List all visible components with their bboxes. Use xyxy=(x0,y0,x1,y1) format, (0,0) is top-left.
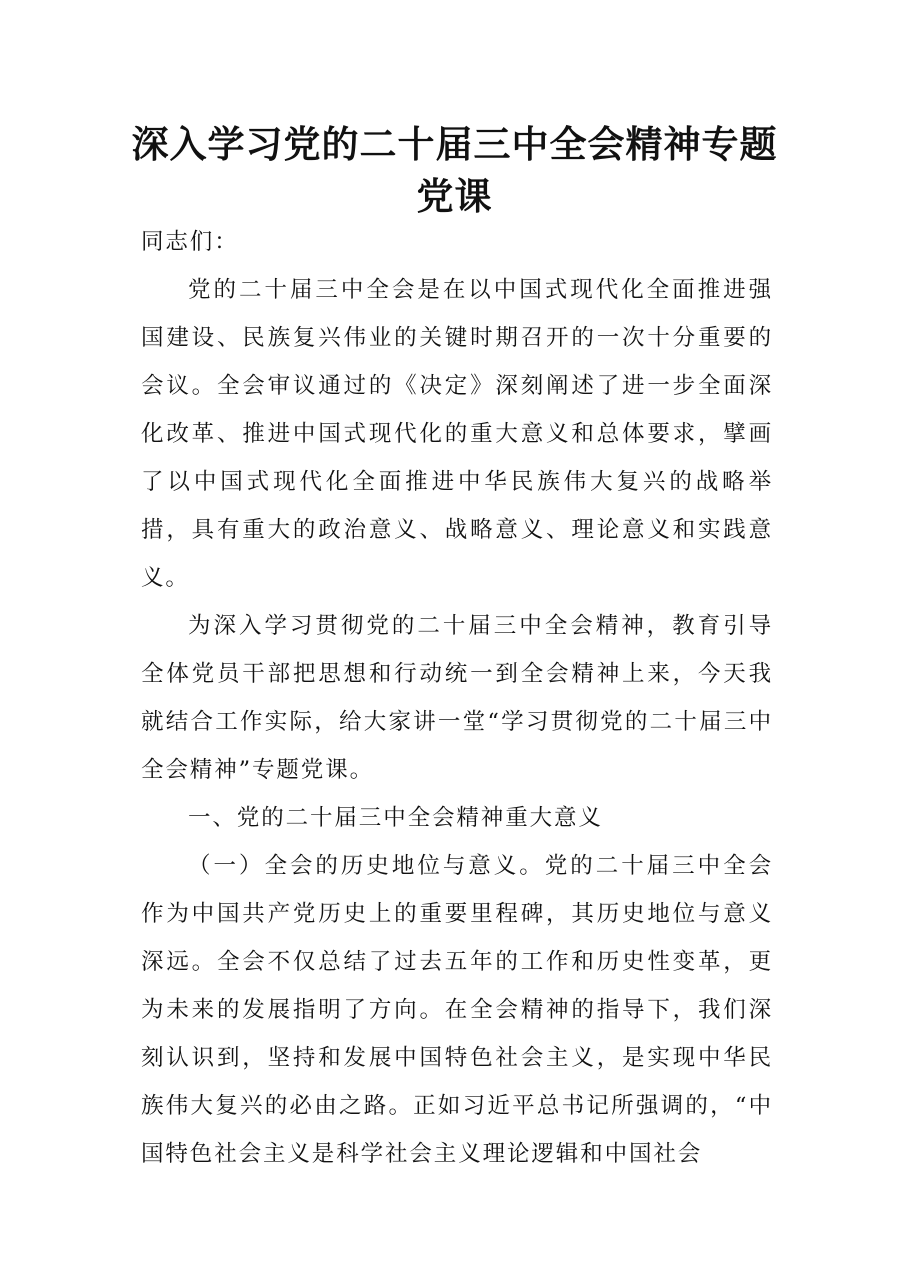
paragraph-purpose: 为深入学习贯彻党的二十届三中全会精神，教育引导全体党员干部把思想和行动统一到全会精神上来，今天我就结合工作实际，给大家讲一堂“学习贯彻党的二十届三中全会精神”专题党课。 xyxy=(141,613,773,783)
paragraph-intro: 党的二十届三中全会是在以中国式现代化全面推进强国建设、民族复兴伟业的关键时期召开的一次十分重要的会议。全会审议通过的《决定》深刻阐述了进一步全面深化改革、推进中国式现代化的重大意义和总体要求，擘画了以中国式现代化全面推进中华民族伟大复兴的战略举措，具有重大的政治意义、战略意义、理论意义和实践意义。 xyxy=(141,277,773,591)
subsection-1-1: （一）全会的历史地位与意义。党的二十届三中全会作为中国共产党历史上的重要里程碑，其历史地位与意义深远。全会不仅总结了过去五年的工作和历史性变革，更为未来的发展指明了方向。在全会精神的指导下，我们深刻认识到，坚持和发展中国特色社会主义，是实现中华民族伟大复兴的必由之路。正如习近平总书记所强调的，“中国特色社会主义是科学社会主义理论逻辑和中国社会 xyxy=(141,853,773,1167)
document-body xyxy=(141,218,773,1178)
salutation: 同志们： xyxy=(141,229,239,255)
section-heading-1: 一、党的二十届三中全会精神重大意义 xyxy=(188,805,603,831)
document-title: 深入学习党的二十届三中全会精神专题党课 xyxy=(131,122,778,218)
